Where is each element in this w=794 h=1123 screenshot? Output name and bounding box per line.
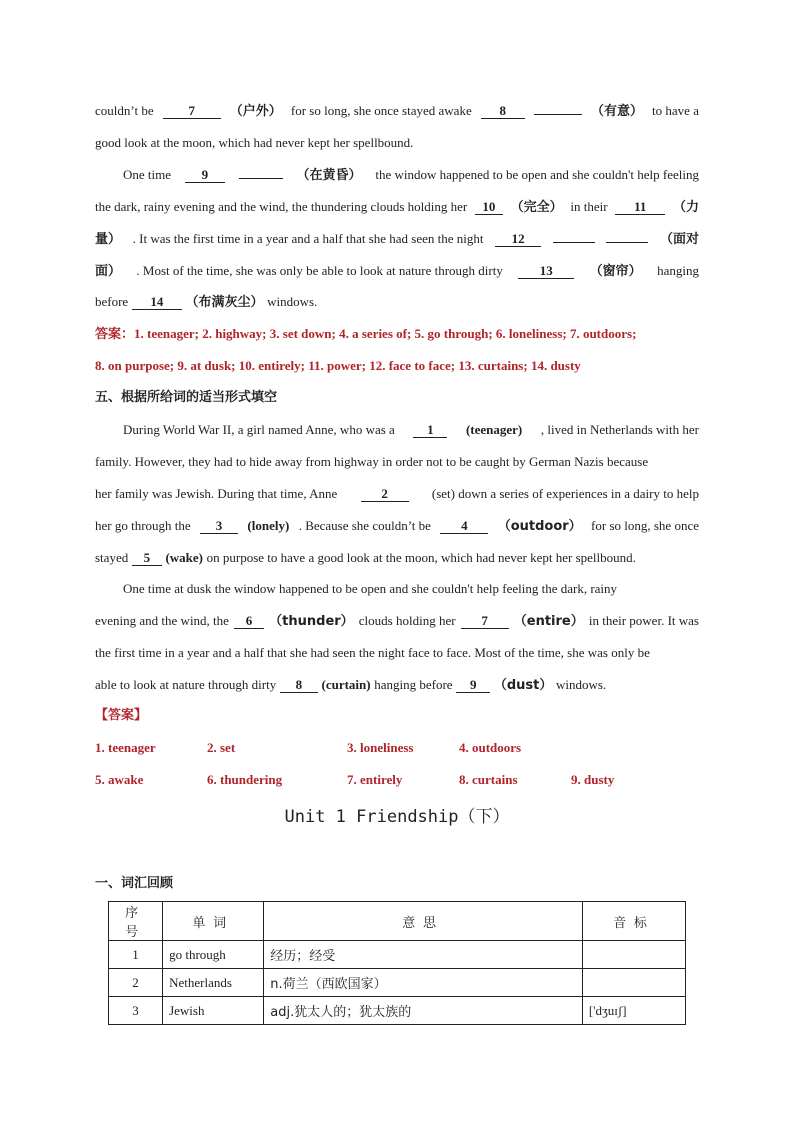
answer-line-1: 答案：1. teenager; 2. highway; 3. set down; 4. a series of; 5. go through; 6. loneliness; 7. outdoors; (95, 326, 637, 341)
blank-7[interactable]: 7 (163, 103, 221, 119)
passage-line: able to look at nature through dirty 8 (curtain) hanging before 9 （dust） windows. (95, 677, 607, 693)
blank-3[interactable]: 3 (200, 518, 238, 534)
passage-line: her family was Jewish. During that time, Anne 2 (set) down a series of experiences in a dairy to help (95, 486, 699, 501)
table-header-row (109, 902, 686, 941)
cell-word: go through (163, 941, 264, 969)
table-row (109, 941, 686, 969)
vocab-table (108, 901, 686, 1025)
blank-12[interactable]: 12 (495, 231, 541, 247)
cell-meaning: n.荷兰（西欧国家） (264, 969, 583, 997)
blank-13[interactable]: 13 (518, 263, 574, 279)
cell-meaning: adj.犹太人的；犹太族的 (264, 997, 583, 1025)
vocab-heading: 一、词汇回顾 (95, 876, 174, 891)
blank-9b[interactable] (239, 178, 283, 179)
cell-word: Jewish (163, 997, 264, 1025)
blank-12c[interactable] (606, 242, 648, 243)
passage-line: 量） . It was the first time in a year and a half that she had seen the night 12 （面对 (95, 231, 699, 247)
header-phonetic: 音标 (582, 902, 685, 941)
passage-line: 面） . Most of the time, she was only be able to look at nature through dirty 13 （窗帘） hanging (95, 263, 699, 279)
answer-item: 4. outdoors (459, 740, 522, 755)
passage-line: One time 9 （在黄昏） the window happened to be open and she couldn't help feeling (123, 167, 699, 183)
cell-meaning: 经历；经受 (264, 941, 583, 969)
answer-tag: 【答案】 (95, 708, 148, 723)
passage-line: One time at dusk the window happened to be open and she couldn't help feeling the dark, rainy (123, 581, 618, 596)
answer-item: 9. dusty (571, 772, 615, 787)
answer-item: 2. set (207, 740, 236, 755)
blank-7[interactable]: 7 (461, 613, 509, 629)
cell-number: 2 (109, 969, 163, 997)
cell-phonetic: ['dʒuɪʃ] (582, 997, 685, 1025)
passage-line: couldn’t be 7 （户外） for so long, she once stayed awake 8 （有意） to have a (95, 103, 699, 119)
unit-title: Unit 1 Friendship（下） (284, 807, 510, 827)
blank-12b[interactable] (553, 242, 595, 243)
cell-phonetic (582, 969, 685, 997)
header-meaning: 意思 (264, 902, 583, 941)
blank-9[interactable]: 9 (185, 167, 225, 183)
passage-line: before 14 （布满灰尘） windows. (95, 294, 318, 310)
cell-number: 3 (109, 997, 163, 1025)
table-row (109, 969, 686, 997)
blank-8[interactable]: 8 (481, 103, 525, 119)
blank-14[interactable]: 14 (132, 294, 182, 310)
cell-number: 1 (109, 941, 163, 969)
passage-line: stayed 5 (wake) on purpose to have a good look at the moon, which had never kept her spellbound. (95, 550, 636, 565)
passage-line: family. However, they had to hide away from highway in order not to be caught by German Nazis because (95, 454, 649, 469)
blank-8[interactable]: 8 (280, 677, 318, 693)
blank-1[interactable]: 1 (413, 422, 447, 438)
passage-line: good look at the moon, which had never kept her spellbound. (95, 135, 414, 150)
answer-line-2: 8. on purpose; 9. at dusk; 10. entirely; 11. power; 12. face to face; 13. curtains; 14. dusty (95, 358, 581, 373)
passage-line: evening and the wind, the 6 （thunder） clouds holding her 7 （entire） in their power. It was (95, 613, 699, 629)
section-heading: 五、根据所给词的适当形式填空 (95, 390, 278, 405)
cell-word: Netherlands (163, 969, 264, 997)
blank-8b[interactable] (534, 114, 582, 115)
blank-5[interactable]: 5 (132, 550, 162, 566)
passage-line: her go through the 3 (lonely) . Because she couldn’t be 4 （outdoor） for so long, she once (95, 518, 699, 534)
blank-4[interactable]: 4 (440, 518, 488, 534)
blank-10[interactable]: 10 (475, 199, 503, 215)
blank-11[interactable]: 11 (615, 199, 665, 215)
blank-9[interactable]: 9 (456, 677, 490, 693)
passage-line: the first time in a year and a half that she had seen the night face to face. Most of the time, she was only be (95, 645, 650, 660)
header-word: 单词 (163, 902, 264, 941)
blank-6[interactable]: 6 (234, 613, 264, 629)
passage-line: the dark, rainy evening and the wind, the thundering clouds holding her 10 （完全） in their 11 （力 (95, 199, 699, 215)
answer-item: 1. teenager (95, 740, 156, 755)
header-number: 序号 (109, 902, 163, 941)
answer-item: 5. awake (95, 772, 144, 787)
answer-item: 7. entirely (347, 772, 403, 787)
answer-item: 8. curtains (459, 772, 518, 787)
answer-item: 3. loneliness (347, 740, 414, 755)
blank-2[interactable]: 2 (361, 486, 409, 502)
cell-phonetic (582, 941, 685, 969)
table-row (109, 997, 686, 1025)
passage-line: During World War II, a girl named Anne, who was a 1 (teenager) , lived in Netherlands with her (123, 422, 699, 437)
answer-item: 6. thundering (207, 772, 283, 787)
